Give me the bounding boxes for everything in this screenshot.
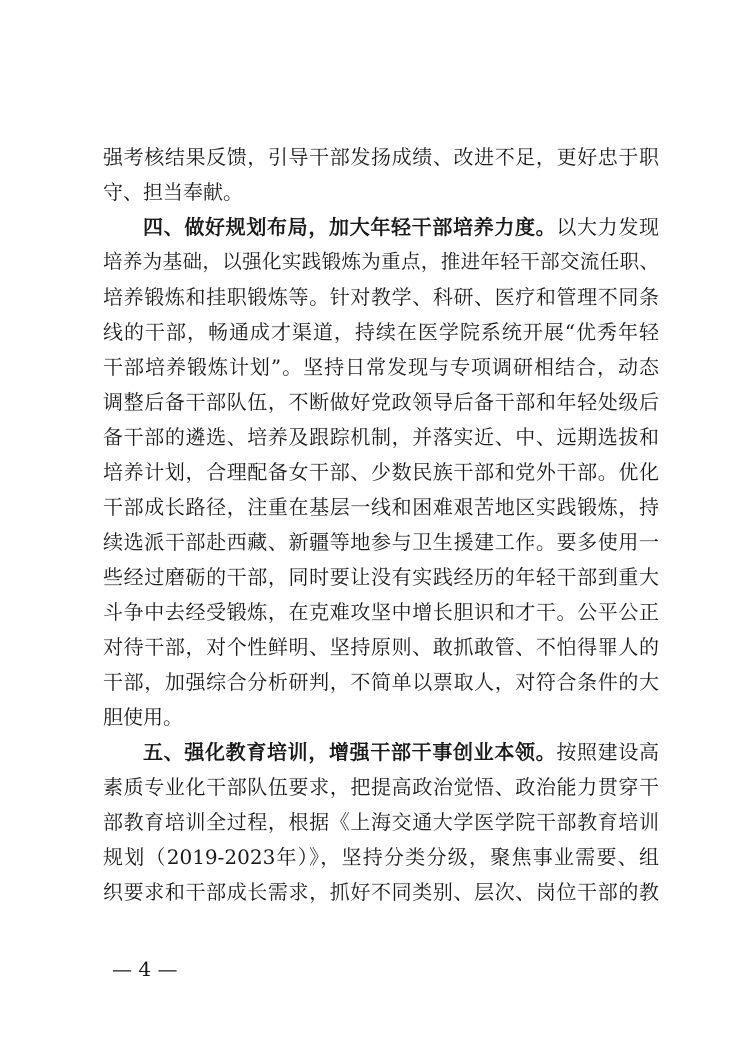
text-line: 些经过磨砺的干部，同时要让没有实践经历的年轻干部到重大 (103, 565, 659, 589)
text-line: 素质专业化干部队伍要求，把提高政治觉悟、政治能力贯穿干 (103, 775, 659, 799)
text-line: 对待干部，对个性鲜明、坚持原则、敢抓敢管、不怕得罪人的 (103, 635, 659, 659)
text-line: 培养锻炼和挂职锻炼等。针对教学、科研、医疗和管理不同条 (103, 285, 659, 309)
page-number: — 4 — (112, 957, 178, 981)
text-line: 备干部的遴选、培养及跟踪机制，并落实近、中、远期选拔和 (103, 425, 659, 449)
text-span: 按照建设高 (556, 740, 660, 764)
text-line: 胆使用。 (103, 705, 183, 729)
text-line: 调整后备干部队伍，不断做好党政领导后备干部和年轻处级后 (103, 390, 659, 414)
text-line: 守、担当奉献。 (103, 180, 243, 204)
text-line: 干部成长路径，注重在基层一线和困难艰苦地区实践锻炼，持 (103, 495, 659, 519)
text-line: 干部，加强综合分析研判，不简单以票取人，对符合条件的大 (103, 670, 659, 694)
text-line: 斗争中去经受锻炼，在克难攻坚中增长胆识和才干。公平公正 (103, 600, 659, 624)
paragraph-first-line (143, 738, 659, 766)
text-span: 以大力发现 (556, 215, 660, 239)
text-line: 线的干部，畅通成才渠道，持续在医学院系统开展“优秀年轻 (103, 320, 659, 344)
text-line: 续选派干部赴西藏、新疆等地参与卫生援建工作。要多使用一 (103, 530, 659, 554)
section-heading: 五、强化教育培训，增强干部干事创业本领。 (143, 740, 557, 764)
text-line: 培养为基础，以强化实践锻炼为重点，推进年轻干部交流任职、 (103, 250, 659, 273)
text-line: 强考核结果反馈，引导干部发扬成绩、改进不足，更好忠于职 (103, 145, 659, 169)
section-heading: 四、做好规划布局，加大年轻干部培养力度。 (143, 215, 557, 239)
text-line: 织要求和干部成长需求，抓好不同类别、层次、岗位干部的教 (103, 880, 659, 904)
text-line: 规划（2019-2023年）》，坚持分类分级，聚焦事业需要、组 (103, 845, 659, 869)
paragraph-first-line (143, 213, 659, 241)
text-line: 部教育培训全过程，根据《上海交通大学医学院干部教育培训 (103, 810, 659, 834)
text-line: 干部培养锻炼计划”。坚持日常发现与专项调研相结合，动态 (103, 355, 659, 379)
text-line: 培养计划，合理配备女干部、少数民族干部和党外干部。优化 (103, 460, 659, 484)
